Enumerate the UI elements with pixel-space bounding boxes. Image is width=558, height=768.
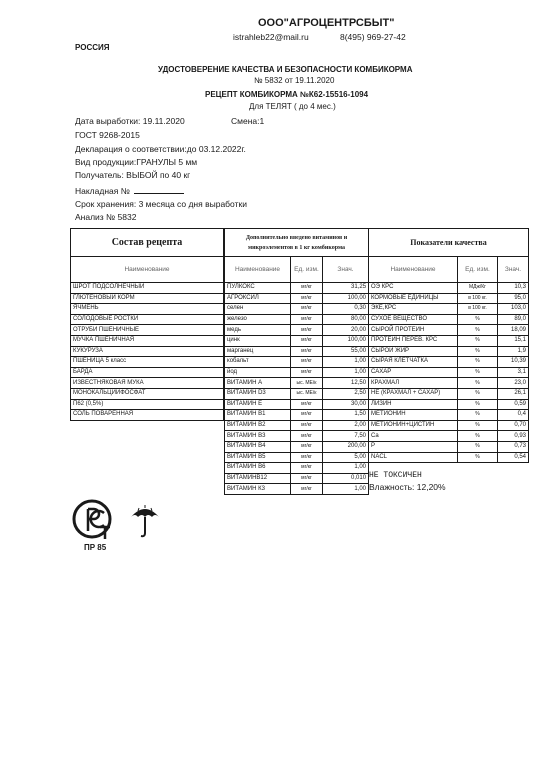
quality-indicator-name: ЛИЗИН: [369, 399, 458, 410]
table-row: [369, 410, 529, 421]
table-row: [225, 335, 369, 346]
quality-indicator-name: КРАХМАЛ: [369, 378, 458, 389]
additive-name: медь: [225, 325, 291, 336]
additive-name: ВИТАМИН В5: [225, 452, 291, 463]
quality-indicator-value: 0,70: [498, 420, 529, 431]
table-row: [369, 283, 529, 294]
recipient-label: Получатель: ВЫБОЙ по 40 кг: [75, 170, 191, 180]
table-row: [71, 304, 224, 315]
table-row: [225, 420, 369, 431]
quality-indicator-value: 23,0: [498, 378, 529, 389]
table-row: [225, 325, 369, 336]
additive-value: 12,50: [323, 378, 369, 389]
additive-name: ВИТАМИН В3: [225, 431, 291, 442]
recipe-ingredient: ОТРУБИ ПШЕНИЧНЫЕ: [71, 325, 224, 336]
quality-indicator-name: НЕ (КРАХМАЛ + САХАР): [369, 388, 458, 399]
declaration-label: Декларация о соответствии:до 03.12.2022г.: [75, 144, 246, 154]
table-row: [71, 357, 224, 368]
keep-dry-umbrella-icon: [128, 503, 162, 539]
table-row: [71, 283, 224, 294]
recipe-ingredient: СОЛОДОВЫЕ РОСТКИ: [71, 314, 224, 325]
table-row: [71, 378, 224, 389]
quality-indicator-name: КОРМОВЫЕ ЕДИНИЦЫ: [369, 293, 458, 304]
table-row: [71, 335, 224, 346]
additive-value: 100,00: [323, 335, 369, 346]
table-row: [71, 325, 224, 336]
toxicity-label: НЕ ТОКСИЧЕН: [369, 471, 422, 480]
quality-indicator-name: NACL: [369, 452, 458, 463]
gost-label: ГОСТ 9268-2015: [75, 130, 140, 140]
quality-indicator-value: 26,1: [498, 388, 529, 399]
table-row: [369, 325, 529, 336]
company-name: ООО"АГРОЦЕНТРСБЫТ": [258, 17, 395, 29]
additive-unit: мг/кг: [291, 335, 323, 346]
additive-unit: мг/кг: [291, 283, 323, 294]
quality-indicator-value: 0,4: [498, 410, 529, 421]
additive-unit: мг/кг: [291, 293, 323, 304]
additive-name: ВИТАМИН В1: [225, 410, 291, 421]
recipe-ingredient: ГЛЮТЕНОВЫЙ КОРМ: [71, 293, 224, 304]
additive-unit: мг/кг: [291, 420, 323, 431]
additive-name: ВИТАМИН А: [225, 378, 291, 389]
additive-unit: мг/кг: [291, 325, 323, 336]
additive-unit: мг/кг: [291, 357, 323, 368]
recipe-ingredient: ИЗВЕСТНЯКОВАЯ МУКА: [71, 378, 224, 389]
table-row: [71, 410, 224, 421]
additive-value: 7,50: [323, 431, 369, 442]
quality-indicator-name: Са: [369, 431, 458, 442]
quality-col-value: Знач.: [498, 257, 529, 283]
additive-unit: мг/кг: [291, 399, 323, 410]
quality-indicator-unit: %: [458, 431, 498, 442]
table-row: [225, 399, 369, 410]
quality-indicator-unit: в 100 кг.: [458, 293, 498, 304]
additive-value: 5,00: [323, 452, 369, 463]
quality-indicator-unit: %: [458, 346, 498, 357]
additive-name: ВИТАМИН В6: [225, 463, 291, 474]
target-animals: Для ТЕЛЯТ ( до 4 мес.): [249, 102, 336, 111]
additive-value: 30,00: [323, 399, 369, 410]
quality-indicator-unit: %: [458, 357, 498, 368]
quality-table-header: Показатели качества: [369, 229, 529, 257]
quality-col-unit: Ед. изм.: [458, 257, 498, 283]
quality-indicator-unit: МДж/Кг: [458, 283, 498, 294]
table-row: [225, 357, 369, 368]
recipe-ingredient: МУЧКА ПШЕНИЧНАЯ: [71, 335, 224, 346]
quality-indicator-name: ОЭ КРС: [369, 283, 458, 294]
quality-indicator-unit: %: [458, 388, 498, 399]
table-row: [225, 367, 369, 378]
additive-value: 55,00: [323, 346, 369, 357]
additive-name: ВИТАМИН К3: [225, 484, 291, 495]
country-label: РОССИЯ: [75, 43, 110, 52]
additive-value: 1,00: [323, 367, 369, 378]
quality-indicator-value: 18,09: [498, 325, 529, 336]
additive-name: кобальт: [225, 357, 291, 368]
production-date: Дата выработки: 19.11.2020: [75, 116, 185, 126]
recipe-ingredient: ШРОТ ПОДСОЛНЕЧНЫЙ: [71, 283, 224, 294]
recipe-table-header: Состав рецепта: [71, 229, 224, 257]
additive-name: ВИТАМИН В2: [225, 420, 291, 431]
table-row: [71, 399, 224, 410]
table-row: [225, 293, 369, 304]
quality-col-name: Наименование: [369, 257, 458, 283]
table-row: [369, 441, 529, 452]
additive-value: 1,00: [323, 484, 369, 495]
quality-indicator-unit: %: [458, 452, 498, 463]
additives-col-unit: Ед. изм.: [291, 257, 323, 283]
quality-indicator-value: 89,0: [498, 314, 529, 325]
quality-indicator-value: 10,3: [498, 283, 529, 294]
recipe-number: РЕЦЕПТ КОМБИКОРМА №К62-15516-1094: [205, 90, 369, 99]
additive-unit: мг/кг: [291, 452, 323, 463]
table-row: [225, 378, 369, 389]
additive-unit: мг/кг: [291, 346, 323, 357]
quality-indicator-unit: %: [458, 314, 498, 325]
recipe-ingredient: БАРДА: [71, 367, 224, 378]
additive-unit: мг/кг: [291, 410, 323, 421]
document-number: № 5832 от 19.11.2020: [254, 76, 335, 85]
additive-value: 1,00: [323, 357, 369, 368]
table-row: [225, 473, 369, 484]
additive-value: 31,25: [323, 283, 369, 294]
quality-indicator-name: СУХОЕ ВЕЩЕСТВО: [369, 314, 458, 325]
table-row: [71, 293, 224, 304]
table-row: [369, 388, 529, 399]
quality-indicator-unit: %: [458, 378, 498, 389]
additives-col-value: Знач.: [323, 257, 369, 283]
recipe-col-name: Наименование: [71, 257, 224, 283]
table-row: [71, 314, 224, 325]
additive-unit: мг/кг: [291, 463, 323, 474]
table-row: [369, 378, 529, 389]
table-row: [225, 388, 369, 399]
table-row: [369, 304, 529, 315]
table-row: [225, 431, 369, 442]
quality-indicator-value: 0,73: [498, 441, 529, 452]
quality-indicator-name: Р: [369, 441, 458, 452]
analysis-label: Анализ № 5832: [75, 212, 137, 222]
quality-indicator-value: 1,9: [498, 346, 529, 357]
quality-indicator-name: МЕТИОНИН+ЦИСТИН: [369, 420, 458, 431]
quality-indicator-name: СЫРАЯ КЛЕТЧАТКА: [369, 357, 458, 368]
additive-name: цинк: [225, 335, 291, 346]
table-row: [369, 346, 529, 357]
additive-value: 2,50: [323, 388, 369, 399]
table-row: [225, 410, 369, 421]
additive-unit: мг/кг: [291, 431, 323, 442]
additive-value: 80,00: [323, 314, 369, 325]
table-row: [225, 304, 369, 315]
quality-indicator-value: 10,39: [498, 357, 529, 368]
moisture-label: Влажность: 12,20%: [369, 482, 446, 492]
waybill-label: [75, 186, 184, 196]
waybill-blank-line: [134, 193, 184, 194]
additive-value: 200,00: [323, 441, 369, 452]
document-title: УДОСТОВЕРЕНИЕ КАЧЕСТВА И БЕЗОПАСНОСТИ КОМБИКОРМА: [158, 65, 413, 74]
additive-name: железо: [225, 314, 291, 325]
additive-value: 1,50: [323, 410, 369, 421]
additive-name: марганец: [225, 346, 291, 357]
additive-unit: мг/кг: [291, 441, 323, 452]
recipe-ingredient: ПШЕНИЦА 5 класс: [71, 357, 224, 368]
table-row: [369, 357, 529, 368]
quality-indicator-unit: %: [458, 399, 498, 410]
company-email: istrahleb22@mail.ru: [233, 32, 309, 42]
quality-indicator-value: 3,1: [498, 367, 529, 378]
quality-indicator-unit: %: [458, 335, 498, 346]
quality-indicator-name: СЫРОЙ ЖИР: [369, 346, 458, 357]
quality-indicator-value: 95,0: [498, 293, 529, 304]
additive-value: 100,00: [323, 293, 369, 304]
additive-unit: мг/кг: [291, 314, 323, 325]
additive-name: АГРОКСИЛ: [225, 293, 291, 304]
table-row: [225, 314, 369, 325]
quality-indicator-name: ЭКЕ,КРС: [369, 304, 458, 315]
table-row: [369, 367, 529, 378]
additive-name: ВИТАМИН D3: [225, 388, 291, 399]
additive-unit: мг/кг: [291, 484, 323, 495]
quality-indicator-name: ПРОТЕИН ПЕРЕВ. КРС: [369, 335, 458, 346]
additive-name: ВИТАМИНВ12: [225, 473, 291, 484]
quality-indicator-name: МЕТИОНИН: [369, 410, 458, 421]
shift-label: Смена:1: [231, 116, 265, 126]
additive-name: йод: [225, 367, 291, 378]
additive-name: ВИТАМИН Е: [225, 399, 291, 410]
table-row: [225, 441, 369, 452]
table-row: [369, 293, 529, 304]
table-row: [71, 388, 224, 399]
table-row: [225, 283, 369, 294]
quality-indicator-unit: %: [458, 410, 498, 421]
additive-name: ВИТАМИН В4: [225, 441, 291, 452]
additive-unit: мг/кг: [291, 304, 323, 315]
quality-indicator-unit: %: [458, 367, 498, 378]
table-row: [369, 420, 529, 431]
additives-col-name: Наименование: [225, 257, 291, 283]
quality-indicator-value: 0,59: [498, 399, 529, 410]
additive-value: 0,010: [323, 473, 369, 484]
certification-mark-icon: [70, 497, 118, 543]
quality-indicator-value: 15,1: [498, 335, 529, 346]
quality-indicator-value: 103,0: [498, 304, 529, 315]
mark-label: ПР 85: [84, 543, 107, 552]
recipe-ingredient: П62 (0,5%): [71, 399, 224, 410]
additive-value: 2,00: [323, 420, 369, 431]
table-row: [369, 335, 529, 346]
recipe-ingredient: ЯЧМЕНЬ: [71, 304, 224, 315]
table-row: [369, 452, 529, 463]
quality-table: [368, 228, 529, 463]
table-row: [71, 367, 224, 378]
recipe-table: [70, 228, 224, 421]
additive-name: селен: [225, 304, 291, 315]
product-type: Вид продукции:ГРАНУЛЫ 5 мм: [75, 157, 198, 167]
additive-unit: ыс. МЕ/к: [291, 388, 323, 399]
additive-unit: мг/кг: [291, 473, 323, 484]
additive-value: 20,00: [323, 325, 369, 336]
company-phone: 8(495) 969-27-42: [340, 32, 406, 42]
table-row: [225, 484, 369, 495]
quality-indicator-value: 0,93: [498, 431, 529, 442]
table-row: [225, 452, 369, 463]
recipe-ingredient: СОЛЬ ПОВАРЕННАЯ: [71, 410, 224, 421]
recipe-ingredient: КУКУРУЗА: [71, 346, 224, 357]
quality-indicator-name: СЫРОЙ ПРОТЕИН: [369, 325, 458, 336]
recipe-ingredient: МОНОКАЛЬЦИЙФОСФАТ: [71, 388, 224, 399]
table-row: [369, 314, 529, 325]
quality-indicator-name: САХАР: [369, 367, 458, 378]
additive-name: ПУЛКОКС: [225, 283, 291, 294]
shelf-life-label: Срок хранения: 3 месяца со дня выработки: [75, 199, 247, 209]
additive-unit: ыс. МЕ/к: [291, 378, 323, 389]
quality-indicator-unit: в 100 кг.: [458, 304, 498, 315]
quality-indicator-unit: %: [458, 420, 498, 431]
quality-indicator-unit: %: [458, 441, 498, 452]
additives-table-header: Дополнительно введено витаминов и микроэлементов в 1 кг комбикорма: [225, 229, 369, 257]
quality-indicator-unit: %: [458, 325, 498, 336]
table-row: [369, 399, 529, 410]
table-row: [225, 346, 369, 357]
table-row: [71, 346, 224, 357]
waybill-text: Накладная №: [75, 186, 130, 196]
additives-table: [224, 228, 369, 495]
quality-indicator-value: 0,54: [498, 452, 529, 463]
table-row: [225, 463, 369, 474]
table-row: [369, 431, 529, 442]
additive-value: 0,30: [323, 304, 369, 315]
additive-unit: мг/кг: [291, 367, 323, 378]
additive-value: 1,00: [323, 463, 369, 474]
